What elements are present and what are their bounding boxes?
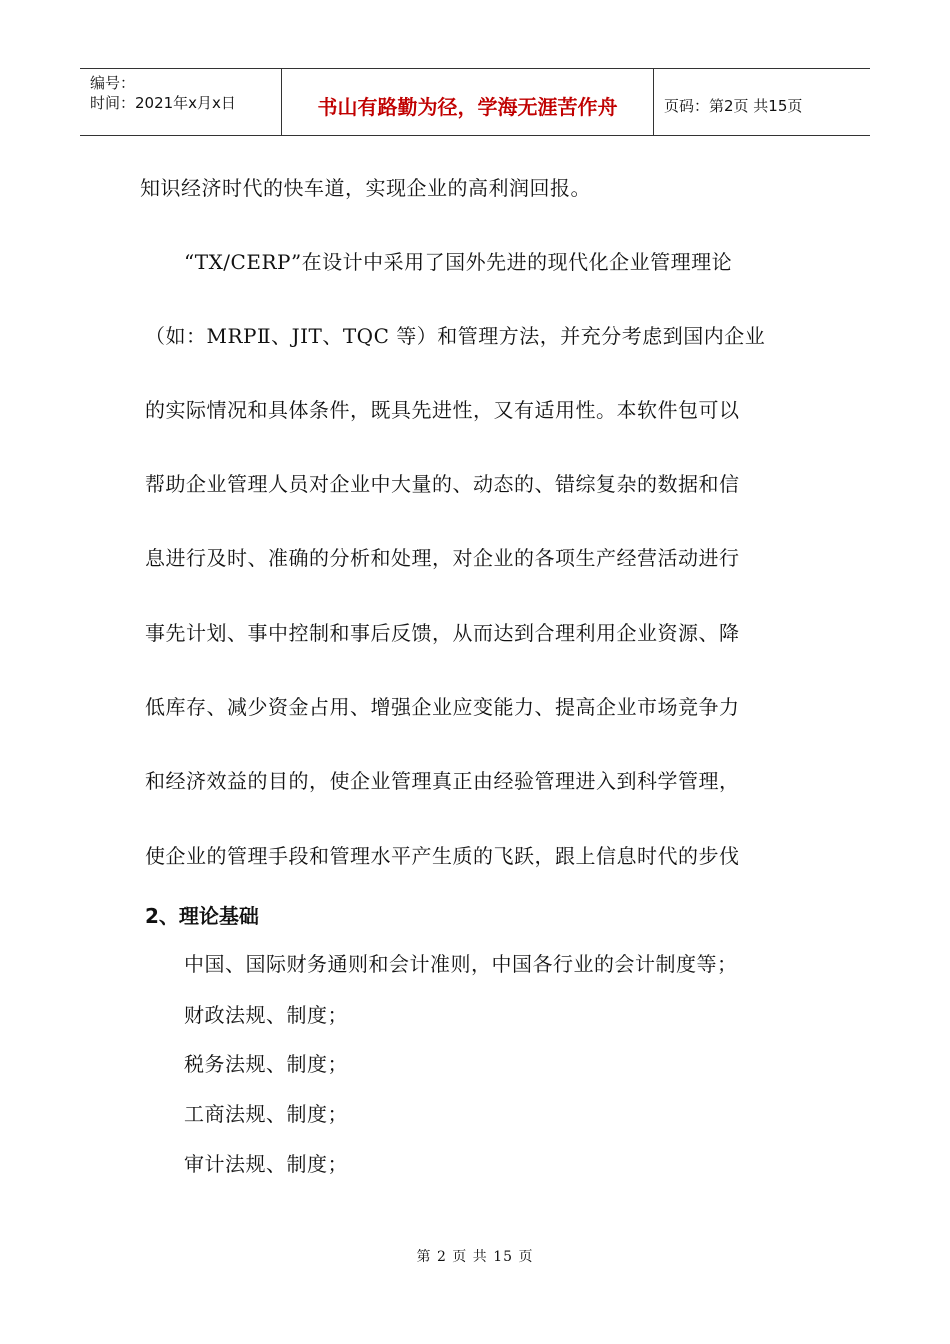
paragraph-line: 事先计划、事中控制和事后反馈，从而达到合理利用企业资源、降	[145, 621, 740, 645]
paragraph-line: 帮助企业管理人员对企业中大量的、动态的、错综复杂的数据和信	[145, 472, 740, 496]
list-item: 税务法规、制度；	[184, 1052, 348, 1076]
list-item: 审计法规、制度；	[184, 1152, 348, 1176]
page-header	[80, 68, 870, 136]
paragraph-line: 和经济效益的目的，使企业管理真正由经验管理进入到科学管理，	[145, 769, 740, 793]
document-time: 时间：2021年x月x日	[90, 94, 236, 112]
document-number: 编号：	[90, 74, 136, 92]
paragraph-line: 使企业的管理手段和管理水平产生质的飞跃，跟上信息时代的步伐	[145, 844, 740, 868]
paragraph-line: 知识经济时代的快车道，实现企业的高利润回报。	[140, 176, 591, 200]
header-meta	[80, 69, 282, 135]
paragraph-line: 的实际情况和具体条件，既具先进性，又有适用性。本软件包可以	[145, 398, 740, 422]
list-item: 中国、国际财务通则和会计准则，中国各行业的会计制度等；	[184, 952, 738, 976]
paragraph-line: （如：MRPⅡ、JIT、TQC 等）和管理方法，并充分考虑到国内企业	[145, 324, 766, 348]
list-item: 财政法规、制度；	[184, 1003, 348, 1027]
section-heading: 2、理论基础	[145, 904, 259, 928]
header-motto: 书山有路勤为径，学海无涯苦作舟	[282, 69, 654, 135]
paragraph-line: 低库存、减少资金占用、增强企业应变能力、提高企业市场竞争力	[145, 695, 740, 719]
header-page-info: 页码：第2页 共15页	[664, 96, 803, 115]
list-item: 工商法规、制度；	[184, 1102, 348, 1126]
paragraph-line: 息进行及时、准确的分析和处理，对企业的各项生产经营活动进行	[145, 546, 740, 570]
page-footer: 第 2 页 共 15 页	[416, 1249, 534, 1265]
paragraph-line: “TX/CERP”在设计中采用了国外先进的现代化企业管理理论	[184, 250, 733, 274]
